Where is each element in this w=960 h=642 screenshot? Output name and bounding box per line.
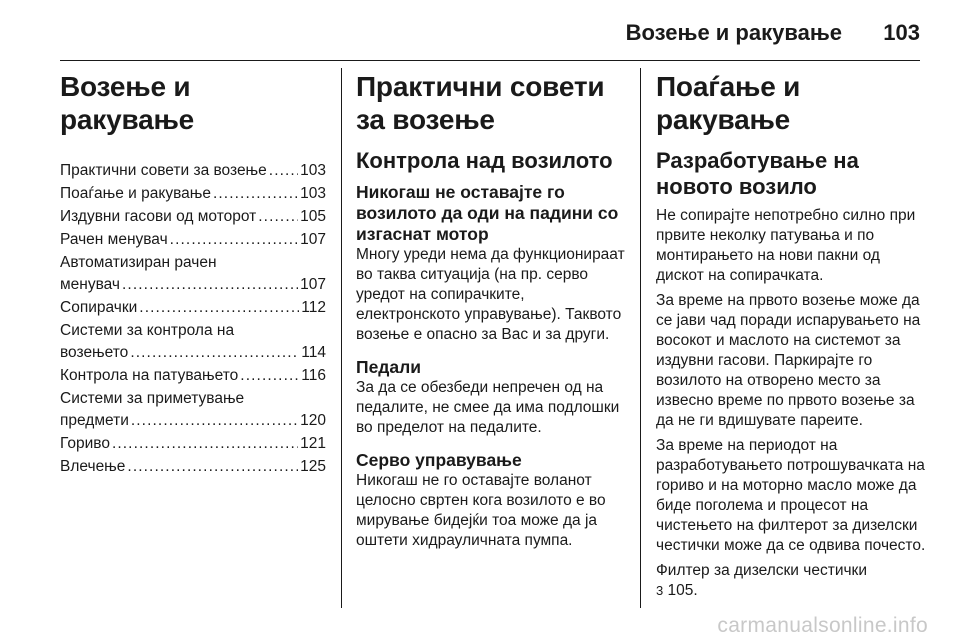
toc-entry-row <box>60 297 326 319</box>
toc-leader-dots <box>127 456 298 478</box>
toc-column <box>60 70 326 479</box>
driving-tips-title: Практични совети за возење <box>356 71 605 135</box>
pedals-heading: Педали <box>356 357 422 377</box>
toc-leader-dots <box>258 206 298 228</box>
toc-entry[interactable] <box>60 388 326 432</box>
toc-entry-row <box>60 229 326 251</box>
toc-entry-label: Издувни гасови од моторот <box>60 208 257 225</box>
toc-entry-label: Практични совети за возење <box>60 162 267 179</box>
toc-entry[interactable] <box>60 160 326 182</box>
toc-entry-row <box>60 365 326 387</box>
toc-entry-page: 103 <box>300 185 326 202</box>
toc-entry-row <box>60 433 326 455</box>
running-in-heading: Разработување на новото возило <box>656 148 859 199</box>
toc-entry-row <box>60 410 326 432</box>
toc-entry[interactable] <box>60 456 326 478</box>
page-header <box>0 14 960 54</box>
driving-tips-column <box>356 70 628 556</box>
toc-entry-label: возењето <box>60 344 129 361</box>
pedals-text: За да се обезбеди непречен од на педалите, не смее да има подлошки во пределот на педалите. <box>356 379 620 436</box>
running-in-text-3: За време на периодот на разработувањето потрошувачката на гориво и на моторно масло може да биде поголема и процесот на чистењето на филтерот за дизелски честички може да се одвива почесто. <box>656 437 926 554</box>
toc-title: Возење и ракување <box>60 71 195 135</box>
toc-entry[interactable] <box>60 206 326 228</box>
toc-leader-dots <box>139 297 299 319</box>
toc-entry-label: Контрола на патувањето <box>60 367 239 384</box>
toc-entry[interactable] <box>60 229 326 251</box>
page-number: 103 <box>883 20 920 45</box>
power-steering-text: Никогаш не го оставајте воланот целосно свртен кога возилото е во мирување бидејќи тоа може да ја оштети хидрауличната пумпа. <box>356 472 606 549</box>
running-title: Возење и ракување <box>625 20 842 45</box>
toc-entry-page: 107 <box>300 276 326 293</box>
toc-entry-label: Гориво <box>60 435 110 452</box>
toc-leader-dots <box>269 160 298 182</box>
coasting-text: Многу уреди нема да функционираат во таква ситуација (на пр. серво уредот на сопирачките, електронското управување). Таквото возење е опасно за Вас и за други. <box>356 246 625 343</box>
toc-entry-row <box>60 206 326 228</box>
toc-entry-label: Влечење <box>60 458 126 475</box>
starting-operating-title: Поаѓање и ракување <box>656 71 801 135</box>
toc-entry-label: менувач <box>60 276 121 293</box>
toc-leader-dots <box>213 183 298 205</box>
toc-entry-label-line1: Автоматизиран рачен <box>60 254 217 271</box>
toc-entry-page: 120 <box>300 412 326 429</box>
toc-entry[interactable] <box>60 320 326 364</box>
toc-entry-page: 107 <box>300 231 326 248</box>
toc-entry[interactable] <box>60 433 326 455</box>
running-in-text-1: Не сопирајте непотребно силно при првите неколку патувања и по монтирањето на нови пакни од дискот на сопирачката. <box>656 207 916 284</box>
toc-entry-page: 114 <box>301 344 326 361</box>
toc-entry-page: 116 <box>301 367 326 384</box>
header-rule <box>60 60 920 61</box>
toc-entry-label-line1: Системи за контрола на <box>60 322 235 339</box>
toc-entry-page: 121 <box>300 435 326 452</box>
toc-entry[interactable] <box>60 297 326 319</box>
toc-entry-label: предмети <box>60 412 129 429</box>
toc-entry-row <box>60 160 326 182</box>
watermark: carmanualsonline.info <box>717 614 928 637</box>
toc-entry-page: 103 <box>300 162 326 179</box>
toc-entry[interactable] <box>60 183 326 205</box>
column-divider-2 <box>640 68 641 608</box>
running-in-text-2: За време на првото возење може да се јави чад поради испарувањето на восокот и маслото на системот за издувни гасови. Паркирајте го возилото на отворено место за извесно време по првото возење за да не ги вдишувате пареите. <box>656 292 921 429</box>
toc-entry-page: 105 <box>300 208 326 225</box>
toc-entry-row <box>60 183 326 205</box>
toc-leader-dots <box>170 229 298 251</box>
power-steering-heading: Серво управување <box>356 450 522 470</box>
dpf-reference <box>656 561 928 601</box>
dpf-reference-label: Филтер за дизелски честички <box>656 562 867 579</box>
toc-list <box>60 160 326 478</box>
toc-leader-dots <box>240 365 299 387</box>
toc-entry-label: Поаѓање и ракување <box>60 185 211 202</box>
toc-entry-label: Рачен менувач <box>60 231 168 248</box>
cross-reference-icon: 3 <box>656 583 664 598</box>
toc-entry-label: Сопирачки <box>60 299 138 316</box>
toc-entry[interactable] <box>60 365 326 387</box>
toc-entry-label-line1: Системи за приметување <box>60 390 245 407</box>
column-divider-1 <box>341 68 342 608</box>
toc-leader-dots <box>130 342 299 364</box>
coasting-heading: Никогаш не оставајте го возилото да оди на падини со изгаснат мотор <box>356 182 619 244</box>
toc-entry-row <box>60 456 326 478</box>
cross-reference-link[interactable]: 105. <box>667 582 698 599</box>
starting-operating-column <box>656 70 928 601</box>
toc-leader-dots <box>131 410 298 432</box>
toc-entry-row <box>60 342 326 364</box>
toc-leader-dots <box>112 433 298 455</box>
toc-entry-page: 112 <box>301 299 326 316</box>
toc-entry-page: 125 <box>300 458 326 475</box>
vehicle-control-heading: Контрола над возилото <box>356 148 613 173</box>
toc-leader-dots <box>122 274 298 296</box>
toc-entry[interactable] <box>60 252 326 296</box>
toc-entry-row <box>60 274 326 296</box>
